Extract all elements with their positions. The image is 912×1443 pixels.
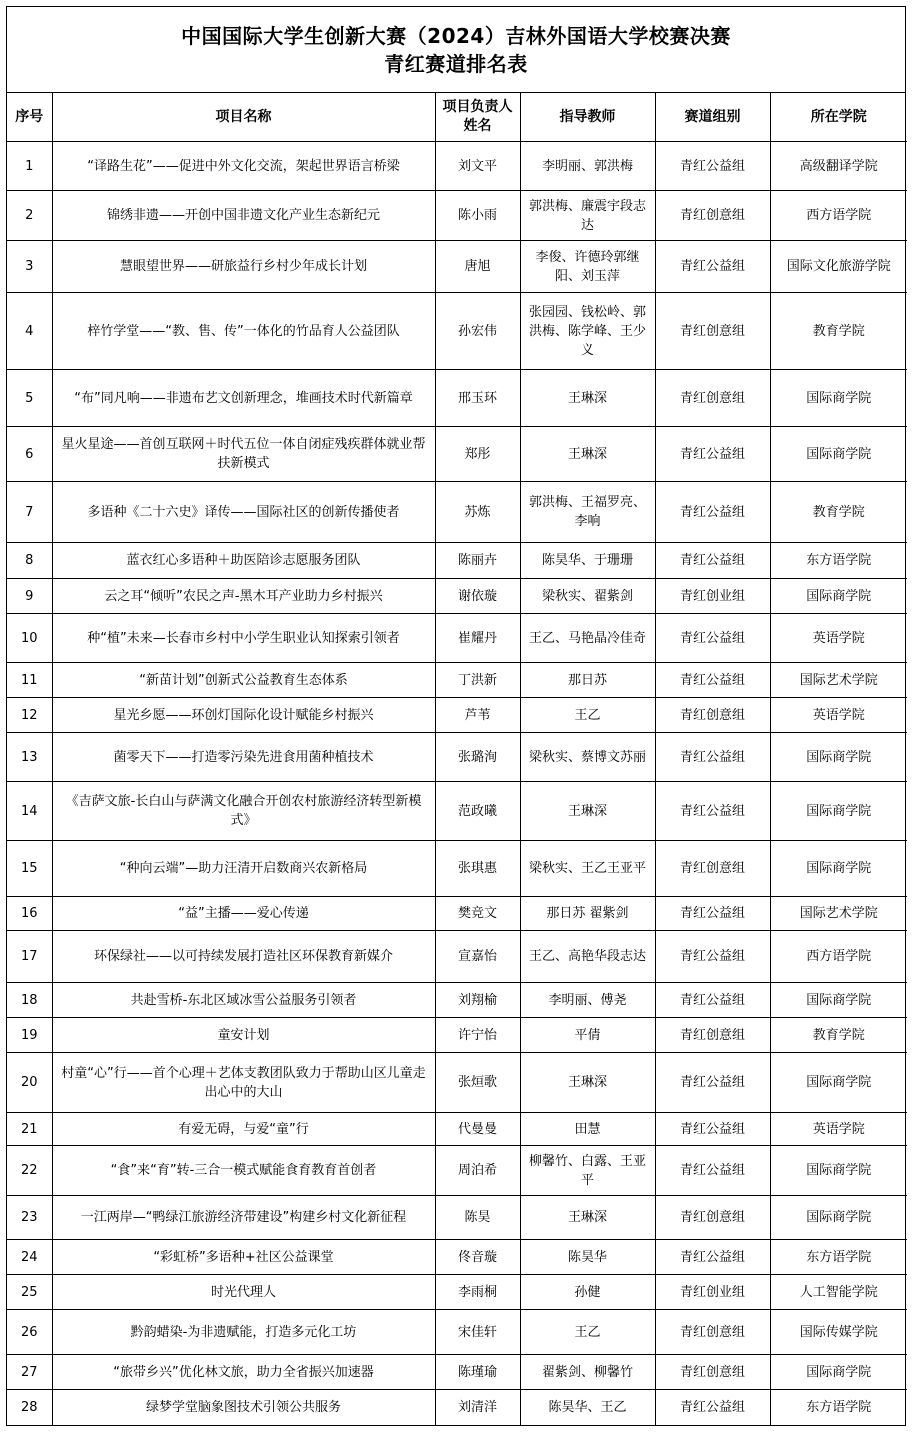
teacher-names: 王乙、马艳晶冷佳奇 [520, 614, 655, 663]
track-group: 青红公益组 [655, 983, 770, 1018]
college-name: 教育学院 [770, 1018, 907, 1053]
header-college: 所在学院 [770, 93, 907, 142]
row-number: 14 [7, 782, 52, 841]
track-group: 青红公益组 [655, 897, 770, 931]
track-group: 青红创意组 [655, 191, 770, 241]
leader-name: 佟音璇 [435, 1240, 520, 1275]
leader-name: 李雨桐 [435, 1275, 520, 1310]
leader-name: 芦苇 [435, 698, 520, 733]
teacher-names: 王乙 [520, 698, 655, 733]
row-number: 24 [7, 1240, 52, 1275]
row-number: 10 [7, 614, 52, 663]
leader-name: 刘文平 [435, 142, 520, 191]
track-group: 青红公益组 [655, 1146, 770, 1196]
college-name: 国际商学院 [770, 370, 907, 427]
header-teacher: 指导教师 [520, 93, 655, 142]
leader-name: 张璐洵 [435, 733, 520, 782]
leader-name: 孙宏伟 [435, 293, 520, 370]
project-name: 共赴雪桥-东北区域冰雪公益服务引领者 [52, 983, 435, 1018]
leader-name: 宋佳轩 [435, 1310, 520, 1355]
header-group: 赛道组别 [655, 93, 770, 142]
table-row [7, 370, 907, 427]
table-row [7, 1390, 907, 1425]
table-row [7, 841, 907, 897]
track-group: 青红公益组 [655, 663, 770, 698]
track-group: 青红创意组 [655, 841, 770, 897]
row-number: 21 [7, 1113, 52, 1146]
table-row [7, 142, 907, 191]
track-group: 青红创意组 [655, 293, 770, 370]
table-row [7, 293, 907, 370]
project-name: 有爱无碍，与爱“童”行 [52, 1113, 435, 1146]
project-name: 慧眼望世界——研旅益行乡村少年成长计划 [52, 241, 435, 293]
row-number: 16 [7, 897, 52, 931]
project-name: “益”主播——爱心传递 [52, 897, 435, 931]
college-name: 东方语学院 [770, 1240, 907, 1275]
college-name: 东方语学院 [770, 543, 907, 579]
teacher-names: 李明丽、傅尧 [520, 983, 655, 1018]
college-name: 国际商学院 [770, 1196, 907, 1240]
table-row [7, 1018, 907, 1053]
leader-name: 陈瑾瑜 [435, 1355, 520, 1390]
college-name: 英语学院 [770, 698, 907, 733]
table-row [7, 241, 907, 293]
row-number: 25 [7, 1275, 52, 1310]
teacher-names: 那日苏 翟紫剑 [520, 897, 655, 931]
teacher-names: 那日苏 [520, 663, 655, 698]
row-number: 15 [7, 841, 52, 897]
track-group: 青红公益组 [655, 1390, 770, 1425]
teacher-names: 王乙、高艳华段志达 [520, 931, 655, 983]
teacher-names: 李俊、许德玲郭继阳、刘玉萍 [520, 241, 655, 293]
row-number: 18 [7, 983, 52, 1018]
row-number: 2 [7, 191, 52, 241]
teacher-names: 张园园、钱松岭、郭洪梅、陈学峰、王少义 [520, 293, 655, 370]
track-group: 青红公益组 [655, 1113, 770, 1146]
leader-name: 范政曦 [435, 782, 520, 841]
teacher-names: 王乙 [520, 1310, 655, 1355]
college-name: 教育学院 [770, 293, 907, 370]
page-title: 中国国际大学生创新大赛（2024）吉林外国语大学校赛决赛 [181, 23, 731, 48]
page-subtitle: 青红赛道排名表 [384, 51, 528, 76]
row-number: 8 [7, 543, 52, 579]
table-row [7, 579, 907, 614]
table-row [7, 427, 907, 482]
college-name: 国际艺术学院 [770, 663, 907, 698]
project-name: “旅带乡兴”优化林文旅，助力全省振兴加速器 [52, 1355, 435, 1390]
project-name: 童安计划 [52, 1018, 435, 1053]
track-group: 青红公益组 [655, 1053, 770, 1113]
row-number: 3 [7, 241, 52, 293]
row-number: 7 [7, 482, 52, 543]
leader-name: 樊竞文 [435, 897, 520, 931]
row-number: 28 [7, 1390, 52, 1425]
row-number: 22 [7, 1146, 52, 1196]
table-row [7, 1355, 907, 1390]
track-group: 青红创意组 [655, 370, 770, 427]
track-group: 青红创意组 [655, 1196, 770, 1240]
leader-name: 刘翔榆 [435, 983, 520, 1018]
college-name: 国际传媒学院 [770, 1310, 907, 1355]
table-row [7, 1146, 907, 1196]
project-name: “布”同凡响——非遗布艺文创新理念，堆画技术时代新篇章 [52, 370, 435, 427]
track-group: 青红公益组 [655, 614, 770, 663]
leader-name: 许宁怡 [435, 1018, 520, 1053]
row-number: 9 [7, 579, 52, 614]
project-name: 梓竹学堂——“教、售、传”一体化的竹品育人公益团队 [52, 293, 435, 370]
leader-name: 邢玉环 [435, 370, 520, 427]
row-number: 11 [7, 663, 52, 698]
teacher-names: 王琳深 [520, 1053, 655, 1113]
title-block [7, 7, 905, 93]
teacher-names: 平倩 [520, 1018, 655, 1053]
table-row [7, 1275, 907, 1310]
college-name: 国际艺术学院 [770, 897, 907, 931]
header-no: 序号 [7, 93, 52, 142]
row-number: 1 [7, 142, 52, 191]
teacher-names: 梁秋实、王乙王亚平 [520, 841, 655, 897]
leader-name: 周泊希 [435, 1146, 520, 1196]
teacher-names: 孙健 [520, 1275, 655, 1310]
project-name: 菌零天下——打造零污染先进食用菌种植技术 [52, 733, 435, 782]
teacher-names: 王琳深 [520, 1196, 655, 1240]
row-number: 12 [7, 698, 52, 733]
table-row [7, 1240, 907, 1275]
row-number: 19 [7, 1018, 52, 1053]
table-row [7, 733, 907, 782]
project-name: 星火星途——首创互联网＋时代五位一体自闭症残疾群体就业帮扶新模式 [52, 427, 435, 482]
teacher-names: 陈昊华、王乙 [520, 1390, 655, 1425]
college-name: 教育学院 [770, 482, 907, 543]
leader-name: 丁洪新 [435, 663, 520, 698]
table-row [7, 482, 907, 543]
track-group: 青红创意组 [655, 1310, 770, 1355]
project-name: 时光代理人 [52, 1275, 435, 1310]
teacher-names: 陈昊华 [520, 1240, 655, 1275]
track-group: 青红公益组 [655, 782, 770, 841]
track-group: 青红创业组 [655, 579, 770, 614]
track-group: 青红公益组 [655, 733, 770, 782]
track-group: 青红公益组 [655, 241, 770, 293]
teacher-names: 柳馨竹、白露、王亚平 [520, 1146, 655, 1196]
college-name: 人工智能学院 [770, 1275, 907, 1310]
teacher-names: 王琳深 [520, 782, 655, 841]
leader-name: 谢依璇 [435, 579, 520, 614]
project-name: 黔韵蜡染-为非遗赋能，打造多元化工坊 [52, 1310, 435, 1355]
track-group: 青红创业组 [655, 1275, 770, 1310]
project-name: “译路生花”——促进中外文化交流，架起世界语言桥梁 [52, 142, 435, 191]
row-number: 5 [7, 370, 52, 427]
leader-name: 陈昊 [435, 1196, 520, 1240]
college-name: 国际文化旅游学院 [770, 241, 907, 293]
table-row [7, 1113, 907, 1146]
college-name: 高级翻译学院 [770, 142, 907, 191]
college-name: 东方语学院 [770, 1390, 907, 1425]
college-name: 国际商学院 [770, 1355, 907, 1390]
college-name: 国际商学院 [770, 1053, 907, 1113]
college-name: 国际商学院 [770, 983, 907, 1018]
header-project: 项目名称 [52, 93, 435, 142]
track-group: 青红公益组 [655, 1240, 770, 1275]
table-row [7, 543, 907, 579]
track-group: 青红创意组 [655, 1018, 770, 1053]
leader-name: 张琪惠 [435, 841, 520, 897]
teacher-names: 陈昊华、于珊珊 [520, 543, 655, 579]
project-name: “食”来“育”转-三合一模式赋能食育教育首创者 [52, 1146, 435, 1196]
leader-name: 代曼曼 [435, 1113, 520, 1146]
header-leader: 项目负责人姓名 [435, 93, 520, 142]
project-name: “种向云端”—助力汪清开启数商兴农新格局 [52, 841, 435, 897]
row-number: 13 [7, 733, 52, 782]
table-header-row [7, 93, 907, 142]
leader-name: 唐旭 [435, 241, 520, 293]
row-number: 26 [7, 1310, 52, 1355]
project-name: 锦绣非遗——开创中国非遗文化产业生态新纪元 [52, 191, 435, 241]
track-group: 青红创意组 [655, 698, 770, 733]
leader-name: 郑彤 [435, 427, 520, 482]
teacher-names: 李明丽、郭洪梅 [520, 142, 655, 191]
project-name: “新苗计划”创新式公益教育生态体系 [52, 663, 435, 698]
table-row [7, 983, 907, 1018]
track-group: 青红公益组 [655, 482, 770, 543]
teacher-names: 田慧 [520, 1113, 655, 1146]
college-name: 国际商学院 [770, 782, 907, 841]
college-name: 国际商学院 [770, 427, 907, 482]
college-name: 国际商学院 [770, 1146, 907, 1196]
teacher-names: 梁秋实、蔡博文苏丽 [520, 733, 655, 782]
table-row [7, 782, 907, 841]
track-group: 青红公益组 [655, 427, 770, 482]
teacher-names: 王琳深 [520, 370, 655, 427]
row-number: 6 [7, 427, 52, 482]
project-name: 环保绿社——以可持续发展打造社区环保教育新媒介 [52, 931, 435, 983]
table-row [7, 614, 907, 663]
table-row [7, 663, 907, 698]
project-name: 云之耳“倾听”农民之声-黑木耳产业助力乡村振兴 [52, 579, 435, 614]
college-name: 国际商学院 [770, 841, 907, 897]
track-group: 青红公益组 [655, 931, 770, 983]
row-number: 17 [7, 931, 52, 983]
leader-name: 张烜歌 [435, 1053, 520, 1113]
project-name: 一江两岸—“鸭绿江旅游经济带建设”构建乡村文化新征程 [52, 1196, 435, 1240]
project-name: 蓝衣红心多语种＋助医陪诊志愿服务团队 [52, 543, 435, 579]
project-name: 多语种《二十六史》译传——国际社区的创新传播使者 [52, 482, 435, 543]
track-group: 青红创意组 [655, 1355, 770, 1390]
teacher-names: 梁秋实、翟紫剑 [520, 579, 655, 614]
teacher-names: 王琳深 [520, 427, 655, 482]
college-name: 英语学院 [770, 1113, 907, 1146]
table-row [7, 1196, 907, 1240]
table-row [7, 191, 907, 241]
leader-name: 宣嘉怡 [435, 931, 520, 983]
track-group: 青红公益组 [655, 543, 770, 579]
college-name: 西方语学院 [770, 191, 907, 241]
project-name: 种“植”未来—长春市乡村中小学生职业认知探索引领者 [52, 614, 435, 663]
table-row [7, 931, 907, 983]
row-number: 20 [7, 1053, 52, 1113]
ranking-table [7, 93, 907, 1425]
table-row [7, 1053, 907, 1113]
leader-name: 苏炼 [435, 482, 520, 543]
ranking-sheet [6, 6, 906, 1426]
table-row [7, 698, 907, 733]
table-row [7, 897, 907, 931]
table-row [7, 1310, 907, 1355]
college-name: 国际商学院 [770, 579, 907, 614]
project-name: “彩虹桥”多语种+社区公益课堂 [52, 1240, 435, 1275]
college-name: 国际商学院 [770, 733, 907, 782]
teacher-names: 郭洪梅、王福罗亮、李响 [520, 482, 655, 543]
college-name: 英语学院 [770, 614, 907, 663]
leader-name: 陈丽卉 [435, 543, 520, 579]
row-number: 23 [7, 1196, 52, 1240]
teacher-names: 郭洪梅、廉震宇段志达 [520, 191, 655, 241]
leader-name: 刘清洋 [435, 1390, 520, 1425]
project-name: 星光乡愿——环创灯国际化设计赋能乡村振兴 [52, 698, 435, 733]
leader-name: 陈小雨 [435, 191, 520, 241]
project-name: 《吉萨文旅-长白山与萨满文化融合开创农村旅游经济转型新模式》 [52, 782, 435, 841]
track-group: 青红公益组 [655, 142, 770, 191]
row-number: 27 [7, 1355, 52, 1390]
row-number: 4 [7, 293, 52, 370]
project-name: 绿梦学堂脑象图技术引领公共服务 [52, 1390, 435, 1425]
project-name: 村童“心”行——首个心理＋艺体支教团队致力于帮助山区儿童走出心中的大山 [52, 1053, 435, 1113]
leader-name: 崔耀丹 [435, 614, 520, 663]
college-name: 西方语学院 [770, 931, 907, 983]
teacher-names: 翟紫剑、柳馨竹 [520, 1355, 655, 1390]
